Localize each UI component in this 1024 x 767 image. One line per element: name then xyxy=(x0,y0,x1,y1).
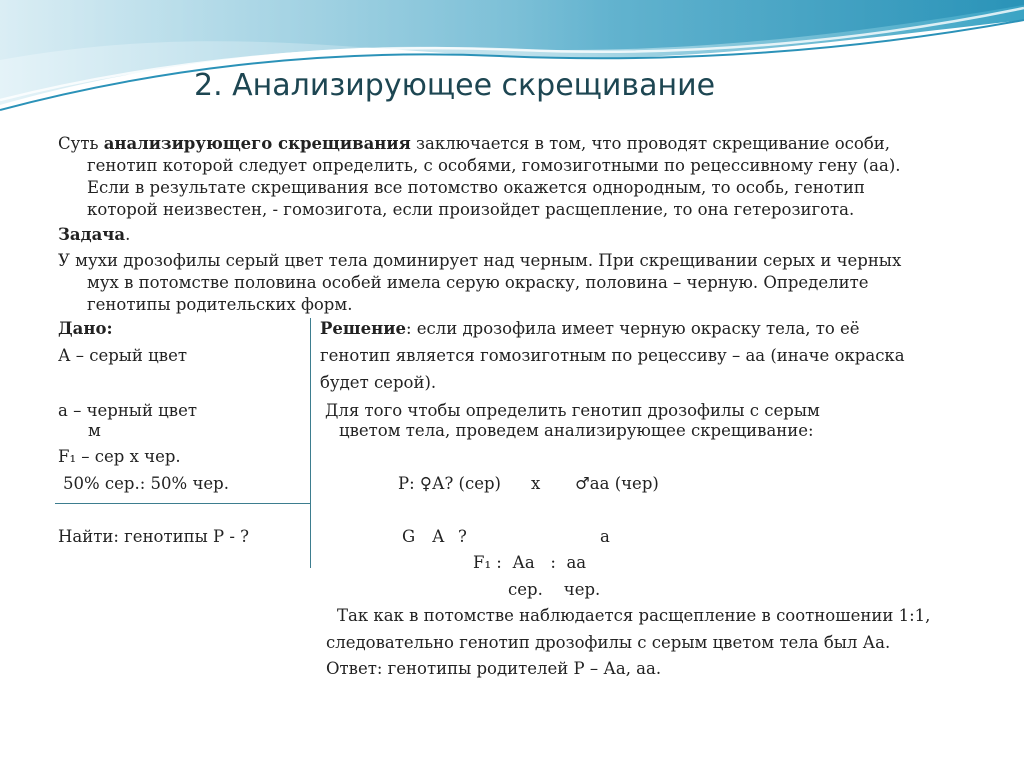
given-heading: Дано: xyxy=(58,319,113,338)
given-line-4: 50% сер.: 50% чер. xyxy=(63,474,229,493)
given-line-3: F₁ – сер х чер. xyxy=(58,447,181,466)
task-heading-dot: . xyxy=(125,225,131,244)
given-find: Найти: генотипы Р - ? xyxy=(58,527,250,546)
f1-phenotypes: сер. чер. xyxy=(508,580,601,599)
solution-heading: Решение xyxy=(320,319,406,338)
gamete-recessive: а xyxy=(600,527,610,546)
solution-line-2: генотип является гомозиготным по рецессиву – аа (иначе окраска xyxy=(320,346,905,365)
intro-line-4: которой неизвестен, - гомозигота, если произойдет расщепление, то она гетерозигота. xyxy=(87,200,855,219)
intro-line-1-end: заключается в том, что проводят скрещивание особи, xyxy=(410,134,890,153)
gametes-label: G xyxy=(402,527,416,546)
gamete-dominant: А xyxy=(432,527,445,546)
solution-line-1 xyxy=(320,318,860,340)
given-divider-vertical xyxy=(310,318,311,568)
cross-parent-female: Р: ♀А? (сер) xyxy=(398,474,501,493)
given-line-2: а – черный цвет xyxy=(58,401,197,420)
intro-line-1-start: Суть xyxy=(58,134,104,153)
cross-symbol: х xyxy=(531,474,541,493)
task-line-3: генотипы родительских форм. xyxy=(87,295,353,314)
given-line-2b: м xyxy=(88,421,101,440)
slide-title: 2. Анализирующее скрещивание xyxy=(194,68,716,103)
solution-line-1-text: : если дрозофила имеет черную окраску тела, то её xyxy=(405,319,860,338)
intro-line-3: Если в результате скрещивания все потомство окажется однородным, то особь, генотип xyxy=(87,178,865,197)
conclusion-line-2: следовательно генотип дрозофилы с серым цветом тела был Аа. xyxy=(326,633,891,652)
given-line-1: А – серый цвет xyxy=(58,346,187,365)
f1-genotypes: F₁ : Аа : аа xyxy=(473,553,587,572)
given-divider-horizontal xyxy=(55,503,310,504)
answer-line: Ответ: генотипы родителей Р – Аа, аа. xyxy=(326,659,662,678)
solution-line-5: цветом тела, проведем анализирующее скрещивание: xyxy=(339,421,814,440)
task-heading xyxy=(58,224,130,246)
conclusion-line-1: Так как в потомстве наблюдается расщепление в соотношении 1:1, xyxy=(337,606,931,625)
task-heading-text: Задача xyxy=(58,225,126,244)
intro-line-2: генотип которой следует определить, с особями, гомозиготными по рецессивному гену (аа). xyxy=(87,156,901,175)
gamete-unknown: ? xyxy=(458,527,467,546)
intro-term: анализирующего скрещивания xyxy=(103,134,411,153)
solution-line-4: Для того чтобы определить генотип дрозофилы с серым xyxy=(325,401,820,420)
task-line-2: мух в потомстве половина особей имела серую окраску, половина – черную. Определите xyxy=(87,273,869,292)
intro-line-1 xyxy=(58,133,890,155)
task-line-1: У мухи дрозофилы серый цвет тела доминирует над черным. При скрещивании серых и черных xyxy=(58,251,902,270)
solution-line-3: будет серой). xyxy=(320,373,437,392)
cross-parent-male: ♂аа (чер) xyxy=(575,474,659,493)
